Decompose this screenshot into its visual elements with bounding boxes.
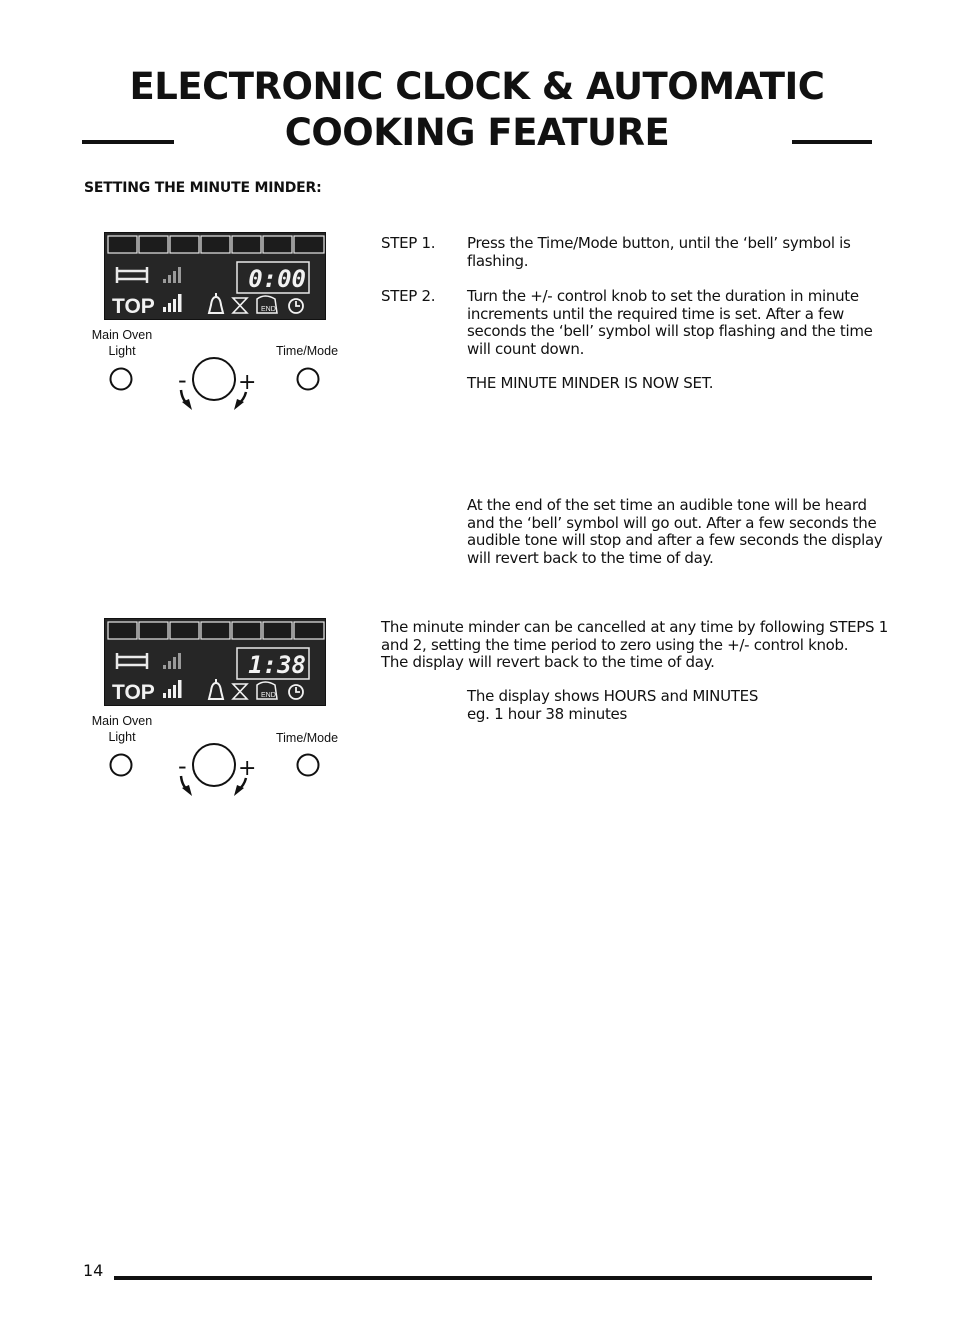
step-1-text: Press the Time/Mode button, until the ‘bell’ symbol is flashing. — [467, 234, 851, 270]
control-panel-1 — [88, 232, 358, 422]
main-oven-light-button[interactable] — [111, 369, 132, 390]
lcd-time-readout: 0:00 — [248, 265, 306, 293]
title-rule-left — [82, 140, 174, 144]
lcd-time-readout: 1:38 — [248, 651, 306, 679]
knob-plus-label: + — [238, 756, 257, 781]
step-1-label: STEP 1. — [381, 234, 436, 252]
knob-minus-label: - — [178, 752, 187, 780]
svg-text:END: END — [261, 692, 276, 699]
svg-text:END: END — [261, 306, 276, 313]
time-mode-button[interactable] — [298, 755, 319, 776]
step-2-label: STEP 2. — [381, 287, 436, 305]
time-mode-label: Time/Mode — [275, 731, 339, 745]
footer-rule — [114, 1276, 872, 1280]
main-oven-light-button[interactable] — [111, 755, 132, 776]
title-rule-right — [792, 140, 872, 144]
end-of-time-paragraph: At the end of the set time an audible tone will be heard and the ‘bell’ symbol will go out. After a few seconds the audible tone will stop and after a few seconds the display will revert back to the time of day. — [467, 496, 883, 567]
control-panel-2 — [88, 618, 358, 808]
page-number: 14 — [83, 1261, 104, 1280]
top-label: TOP — [112, 681, 155, 704]
minute-minder-set-confirmation: THE MINUTE MINDER IS NOW SET. — [467, 374, 714, 392]
cancel-paragraph: The minute minder can be cancelled at any time by following STEPS 1 and 2, setting the time period to zero using the +/- control knob. The display will revert back to the time of day. — [381, 618, 888, 671]
control-knob[interactable] — [193, 358, 235, 400]
step-2-text: Turn the +/- control knob to set the duration in minute increments until the required time is set. After a few seconds the ‘bell’ symbol will stop flashing and the time will count down. — [467, 287, 873, 358]
main-oven-light-label: Main Oven Light — [91, 328, 153, 358]
knob-minus-label: - — [178, 366, 187, 394]
time-mode-label: Time/Mode — [275, 344, 339, 358]
display-note: The display shows HOURS and MINUTES eg. 1 hour 38 minutes — [467, 687, 759, 723]
main-oven-light-label: Main Oven Light — [91, 714, 153, 744]
section-heading: SETTING THE MINUTE MINDER: — [84, 180, 322, 196]
time-mode-button[interactable] — [298, 369, 319, 390]
page-title-line-1: ELECTRONIC CLOCK & AUTOMATIC — [129, 65, 825, 108]
page-title-line-2: COOKING FEATURE — [284, 111, 670, 154]
control-knob[interactable] — [193, 744, 235, 786]
top-label: TOP — [112, 295, 155, 318]
knob-plus-label: + — [238, 370, 257, 395]
